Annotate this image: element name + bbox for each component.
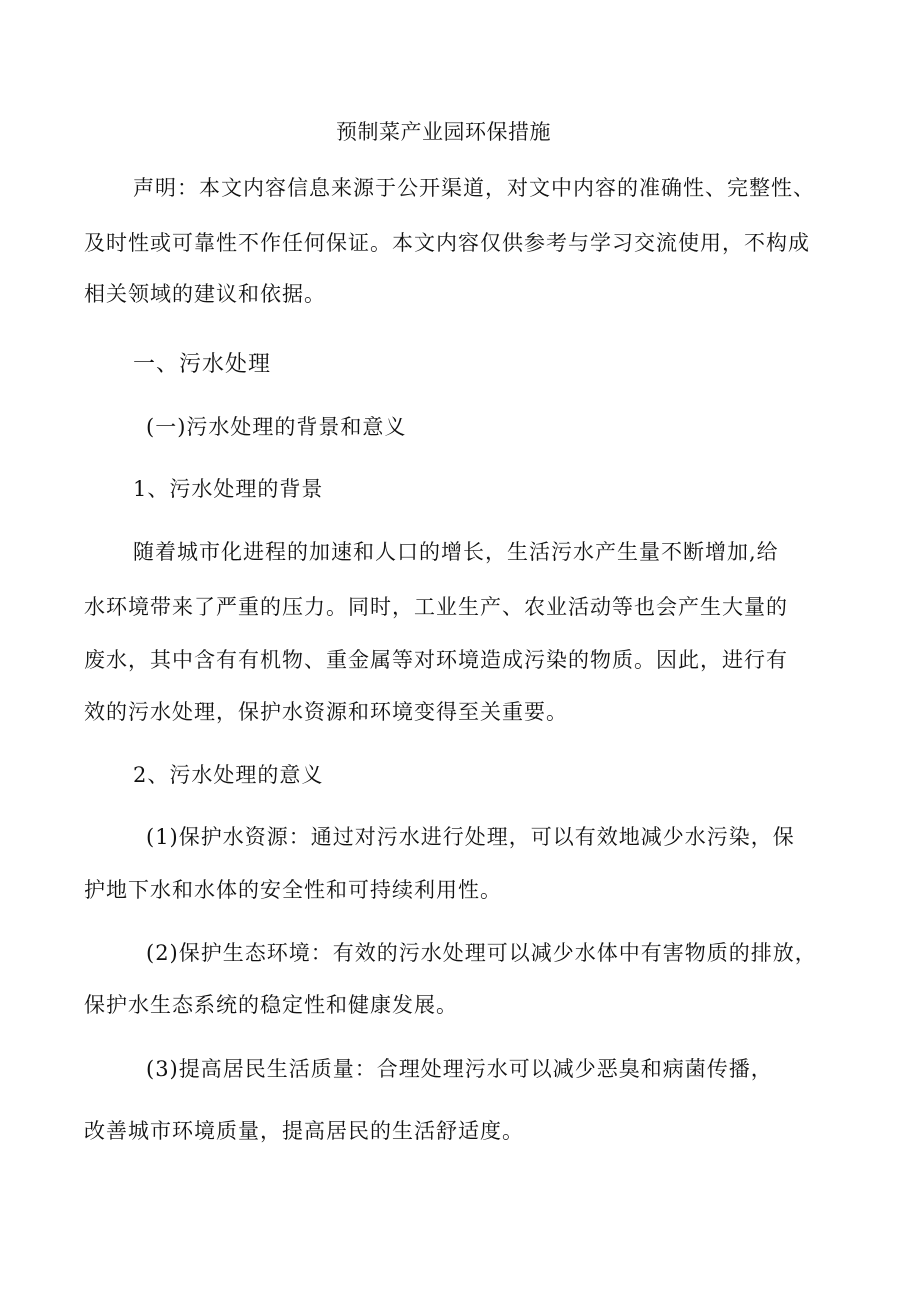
- paragraph-line: 水环境带来了严重的压力。同时，工业生产、农业活动等也会产生大量的: [84, 595, 788, 619]
- paragraph-line: 效的污水处理，保护水资源和环境变得至关重要。: [84, 700, 568, 724]
- list-item-line: (3)提高居民生活质量：合理处理污水可以减少恶臭和病菌传播，: [146, 1057, 773, 1081]
- list-item-line: (2)保护生态环境：有效的污水处理可以减少水体中有害物质的排放，: [146, 941, 817, 965]
- disclaimer-line-1: 声明：本文内容信息来源于公开渠道，对文中内容的准确性、完整性、: [133, 176, 815, 200]
- paragraph-line: 废水，其中含有有机物、重金属等对环境造成污染的物质。因此，进行有: [84, 648, 788, 672]
- list-item-line: 保护水生态系统的稳定性和健康发展。: [84, 993, 458, 1017]
- list-item-line: 护地下水和水体的安全性和可持续利用性。: [84, 878, 502, 902]
- section-heading: 一、污水处理: [133, 352, 272, 377]
- list-item-line: (1)保护水资源：通过对污水进行处理，可以有效地减少水污染，保: [146, 825, 795, 849]
- disclaimer-line-3: 相关领域的建议和依据。: [84, 282, 326, 306]
- paragraph-line: 随着城市化进程的加速和人口的增长，生活污水产生量不断增加,给: [133, 540, 779, 564]
- part2-heading: 2、污水处理的意义: [133, 763, 324, 787]
- part1-heading: 1、污水处理的背景: [133, 477, 324, 501]
- disclaimer-line-2: 及时性或可靠性不作任何保证。本文内容仅供参考与学习交流使用，不构成: [84, 231, 810, 255]
- list-item-line: 改善城市环境质量，提高居民的生活舒适度。: [84, 1119, 524, 1143]
- subsection-heading: (一)污水处理的背景和意义: [146, 415, 407, 439]
- document-title: 预制菜产业园环保措施: [336, 120, 551, 144]
